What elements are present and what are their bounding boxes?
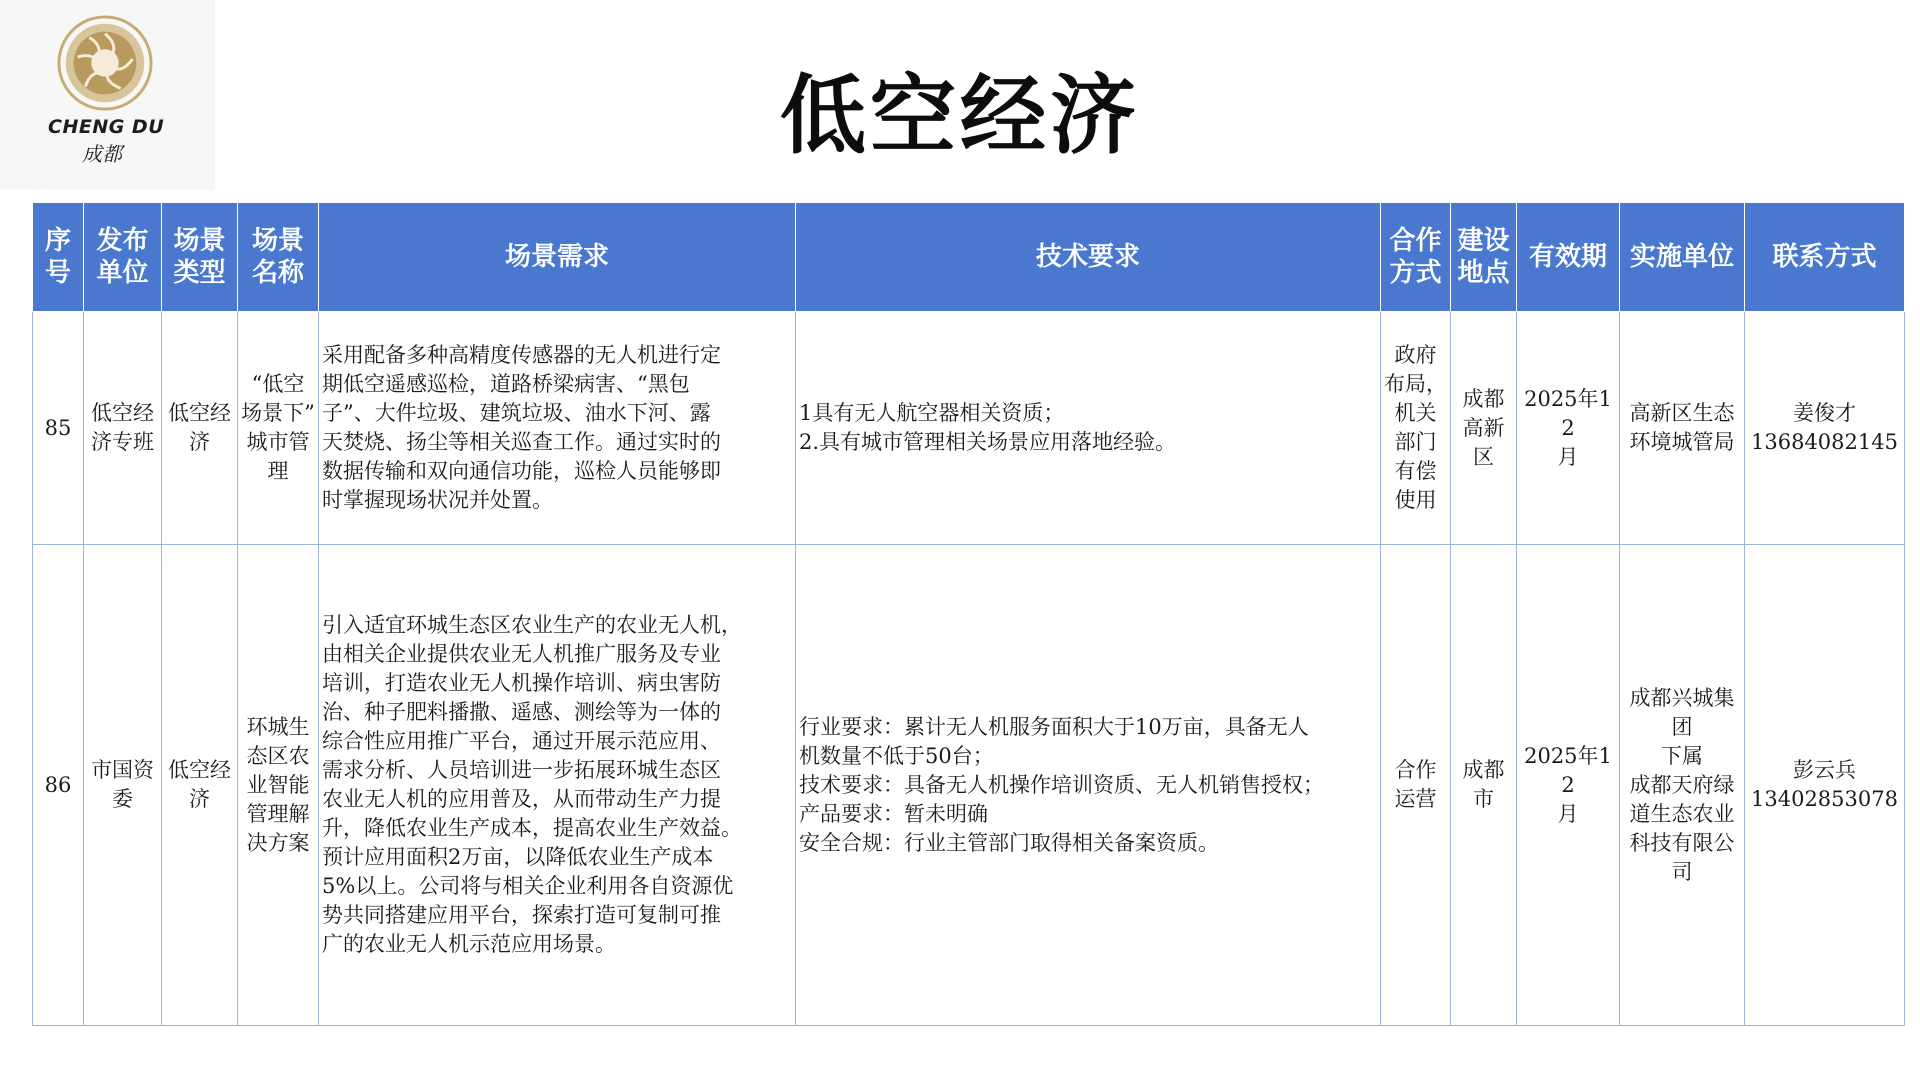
- cell-demand-line: 势共同搭建应用平台，探索打造可复制可推: [322, 903, 721, 927]
- cell-contact-line: 姜俊才: [1793, 401, 1856, 425]
- cell-demand-line: 天焚烧、扬尘等相关巡查工作。通过实时的: [322, 430, 721, 454]
- cell-name-line: 理: [267, 459, 289, 483]
- cell-tech-line: 行业要求：累计无人机服务面积大于10万亩，具备无人: [799, 714, 1309, 739]
- col-header-site: [1451, 203, 1517, 312]
- cell-type-line: 低空经: [168, 401, 231, 425]
- cell-type-line: 低空经: [168, 758, 231, 782]
- cell-demand-line: 培训，打造农业无人机操作培训、病虫害防: [322, 671, 721, 695]
- cell-no: 85: [33, 312, 84, 545]
- col-header-publisher-line: 发布: [96, 226, 149, 256]
- cell-demand-line: 广的农业无人机示范应用场景。: [322, 932, 616, 956]
- cell-demand-line: 时掌握现场状况并处置。: [322, 488, 553, 512]
- cell-demand-line: 5%以上。公司将与相关企业利用各自资源优: [322, 874, 734, 898]
- cell-site-line: 市: [1473, 787, 1494, 811]
- cell-type-line: 济: [189, 787, 210, 811]
- cell-valid-line: 月: [1557, 801, 1579, 826]
- cell-type: [162, 312, 238, 545]
- cell-tech-line: 产品要求：暂未明确: [799, 801, 988, 826]
- cell-contact: [1745, 545, 1905, 1026]
- cell-name: [238, 545, 319, 1026]
- cell-contact-line: 彭云兵: [1793, 758, 1856, 782]
- table-row: [33, 545, 1905, 1026]
- cell-impl-line: 团: [1671, 714, 1693, 739]
- cell-valid-line: 2025年12: [1524, 743, 1612, 797]
- cell-demand-line: 农业无人机的应用普及，从而带动生产力提: [322, 787, 721, 811]
- cell-tech: [796, 312, 1381, 545]
- cell-name-line: 管理解: [246, 801, 310, 826]
- cell-tech-line: 2.具有城市管理相关场景应用落地经验。: [799, 430, 1177, 454]
- cell-site: [1451, 312, 1517, 545]
- cell-demand-line: 引入适宜环城生态区农业生产的农业无人机，: [322, 613, 742, 637]
- cell-publisher-line: 市国资: [91, 758, 154, 782]
- cell-name: [238, 312, 319, 545]
- cell-impl-line: 高新区生态: [1629, 401, 1735, 425]
- cell-coop-line: 使用: [1394, 488, 1437, 512]
- cell-site-line: 高新: [1462, 415, 1505, 440]
- cell-name-line: 业智能: [246, 772, 310, 797]
- cell-coop-line: 合作: [1394, 758, 1437, 782]
- col-header-name-line: 名称: [251, 258, 304, 288]
- cell-publisher-line: 委: [112, 787, 133, 811]
- cell-impl-line: 成都天府绿: [1629, 772, 1735, 797]
- col-header-coop: [1381, 203, 1451, 312]
- cell-tech: [796, 545, 1381, 1026]
- col-header-no: [33, 203, 84, 312]
- cell-coop: [1381, 312, 1451, 545]
- cell-tech-line: 机数量不低于50台；: [799, 743, 994, 768]
- cell-site-line: 成都: [1462, 386, 1505, 411]
- cell-contact: [1745, 312, 1905, 545]
- col-header-demand: [319, 203, 796, 312]
- cell-valid: [1517, 545, 1620, 1026]
- cell-publisher: [84, 312, 162, 545]
- logo-english-text: CHENG DU: [48, 116, 165, 138]
- cell-demand-line: 采用配备多种高精度传感器的无人机进行定: [322, 343, 721, 367]
- cell-coop-line: 机关: [1394, 401, 1437, 425]
- cell-impl-line: 科技有限公: [1629, 830, 1735, 855]
- cell-contact-line: 13402853078: [1751, 787, 1898, 811]
- col-header-tech-line: 技术要求: [1035, 242, 1140, 272]
- cell-demand: [319, 312, 796, 545]
- cell-name-line: 城市管: [246, 430, 310, 454]
- col-header-site-line: 建设: [1457, 226, 1510, 256]
- table-body: [33, 312, 1905, 1026]
- logo-chinese-text: 成都: [82, 142, 122, 166]
- cell-demand-line: 期低空遥感巡检，道路桥梁病害、“黑包: [322, 372, 690, 396]
- cell-publisher-line: 济专班: [91, 430, 154, 454]
- cell-coop-line: 部门: [1394, 430, 1437, 454]
- col-header-valid-line: 有效期: [1528, 242, 1607, 272]
- cell-tech-line: 技术要求：具备无人机操作培训资质、无人机销售授权；: [799, 772, 1324, 797]
- col-header-no-line: 序: [44, 226, 71, 256]
- cell-demand-line: 子”、大件垃圾、建筑垃圾、油水下河、露: [322, 401, 711, 425]
- cell-demand-line: 预计应用面积2万亩，以降低农业生产成本: [322, 845, 714, 869]
- cell-coop-line: 有偿: [1394, 459, 1437, 483]
- cell-impl-line: 下属: [1661, 743, 1703, 768]
- cell-name-line: 场景下”: [241, 401, 315, 425]
- col-header-coop-line: 合作: [1389, 226, 1442, 256]
- col-header-impl-line: 实施单位: [1629, 242, 1734, 272]
- cell-site-line: 区: [1473, 444, 1494, 469]
- cell-impl-line: 司: [1671, 859, 1693, 884]
- col-header-name-line: 场景: [251, 226, 304, 256]
- col-header-impl: [1620, 203, 1745, 312]
- col-header-name: [238, 203, 319, 312]
- cell-type-line: 济: [189, 430, 210, 454]
- cell-demand-line: 综合性应用推广平台，通过开展示范应用、: [322, 729, 721, 753]
- col-header-type: [162, 203, 238, 312]
- col-header-valid: [1517, 203, 1620, 312]
- cell-impl-line: 道生态农业: [1629, 801, 1735, 826]
- cell-type: [162, 545, 238, 1026]
- col-header-contact-line: 联系方式: [1772, 242, 1877, 272]
- cell-valid: [1517, 312, 1620, 545]
- col-header-publisher-line: 单位: [96, 258, 149, 288]
- cell-valid-line: 2025年12: [1524, 386, 1612, 440]
- cell-name-line: 环城生: [246, 714, 310, 739]
- cell-demand-line: 治、种子肥料播撒、遥感、测绘等为一体的: [322, 700, 721, 724]
- page-title: 低空经济: [780, 65, 1140, 166]
- cell-valid-line: 月: [1557, 444, 1579, 469]
- col-header-site-line: 地点: [1457, 258, 1510, 288]
- cell-demand-line: 升，降低农业生产成本，提高农业生产效益。: [322, 816, 742, 840]
- cell-tech-line: 安全合规：行业主管部门取得相关备案资质。: [799, 830, 1219, 855]
- cell-name-line: “低空: [251, 372, 305, 396]
- col-header-demand-line: 场景需求: [504, 242, 609, 272]
- cell-demand-line: 数据传输和双向通信功能，巡检人员能够即: [322, 459, 721, 483]
- cell-name-line: 态区农: [246, 743, 310, 768]
- cell-coop-line: 政府: [1394, 343, 1437, 367]
- col-header-publisher: [84, 203, 162, 312]
- cell-coop-line: 运营: [1394, 787, 1437, 811]
- cell-demand-line: 需求分析、人员培训进一步拓展环城生态区: [322, 758, 721, 782]
- cell-name-line: 决方案: [246, 830, 310, 855]
- scenario-table: [32, 202, 1905, 1026]
- cell-coop-line: 布局，: [1384, 372, 1447, 396]
- cell-demand: [319, 545, 796, 1026]
- col-header-tech: [796, 203, 1381, 312]
- cell-impl-line: 环境城管局: [1629, 430, 1735, 454]
- cell-no: 86: [33, 545, 84, 1026]
- cell-impl: [1620, 312, 1745, 545]
- col-header-coop-line: 方式: [1389, 258, 1442, 288]
- col-header-contact: [1745, 203, 1905, 312]
- cell-impl: [1620, 545, 1745, 1026]
- col-header-type-line: 场景: [173, 226, 226, 256]
- cell-publisher-line: 低空经: [91, 401, 154, 425]
- table-row: [33, 312, 1905, 545]
- cell-publisher: [84, 545, 162, 1026]
- header-row: [33, 203, 1905, 312]
- cell-demand-line: 由相关企业提供农业无人机推广服务及专业: [322, 642, 721, 666]
- cell-impl-line: 成都兴城集: [1629, 685, 1735, 710]
- cell-tech-line: 1具有无人航空器相关资质；: [799, 401, 1065, 425]
- col-header-no-line: 号: [44, 258, 71, 288]
- cell-site: [1451, 545, 1517, 1026]
- cell-contact-line: 13684082145: [1751, 430, 1898, 454]
- cell-coop: [1381, 545, 1451, 1026]
- col-header-type-line: 类型: [173, 258, 226, 288]
- cell-site-line: 成都: [1462, 758, 1505, 782]
